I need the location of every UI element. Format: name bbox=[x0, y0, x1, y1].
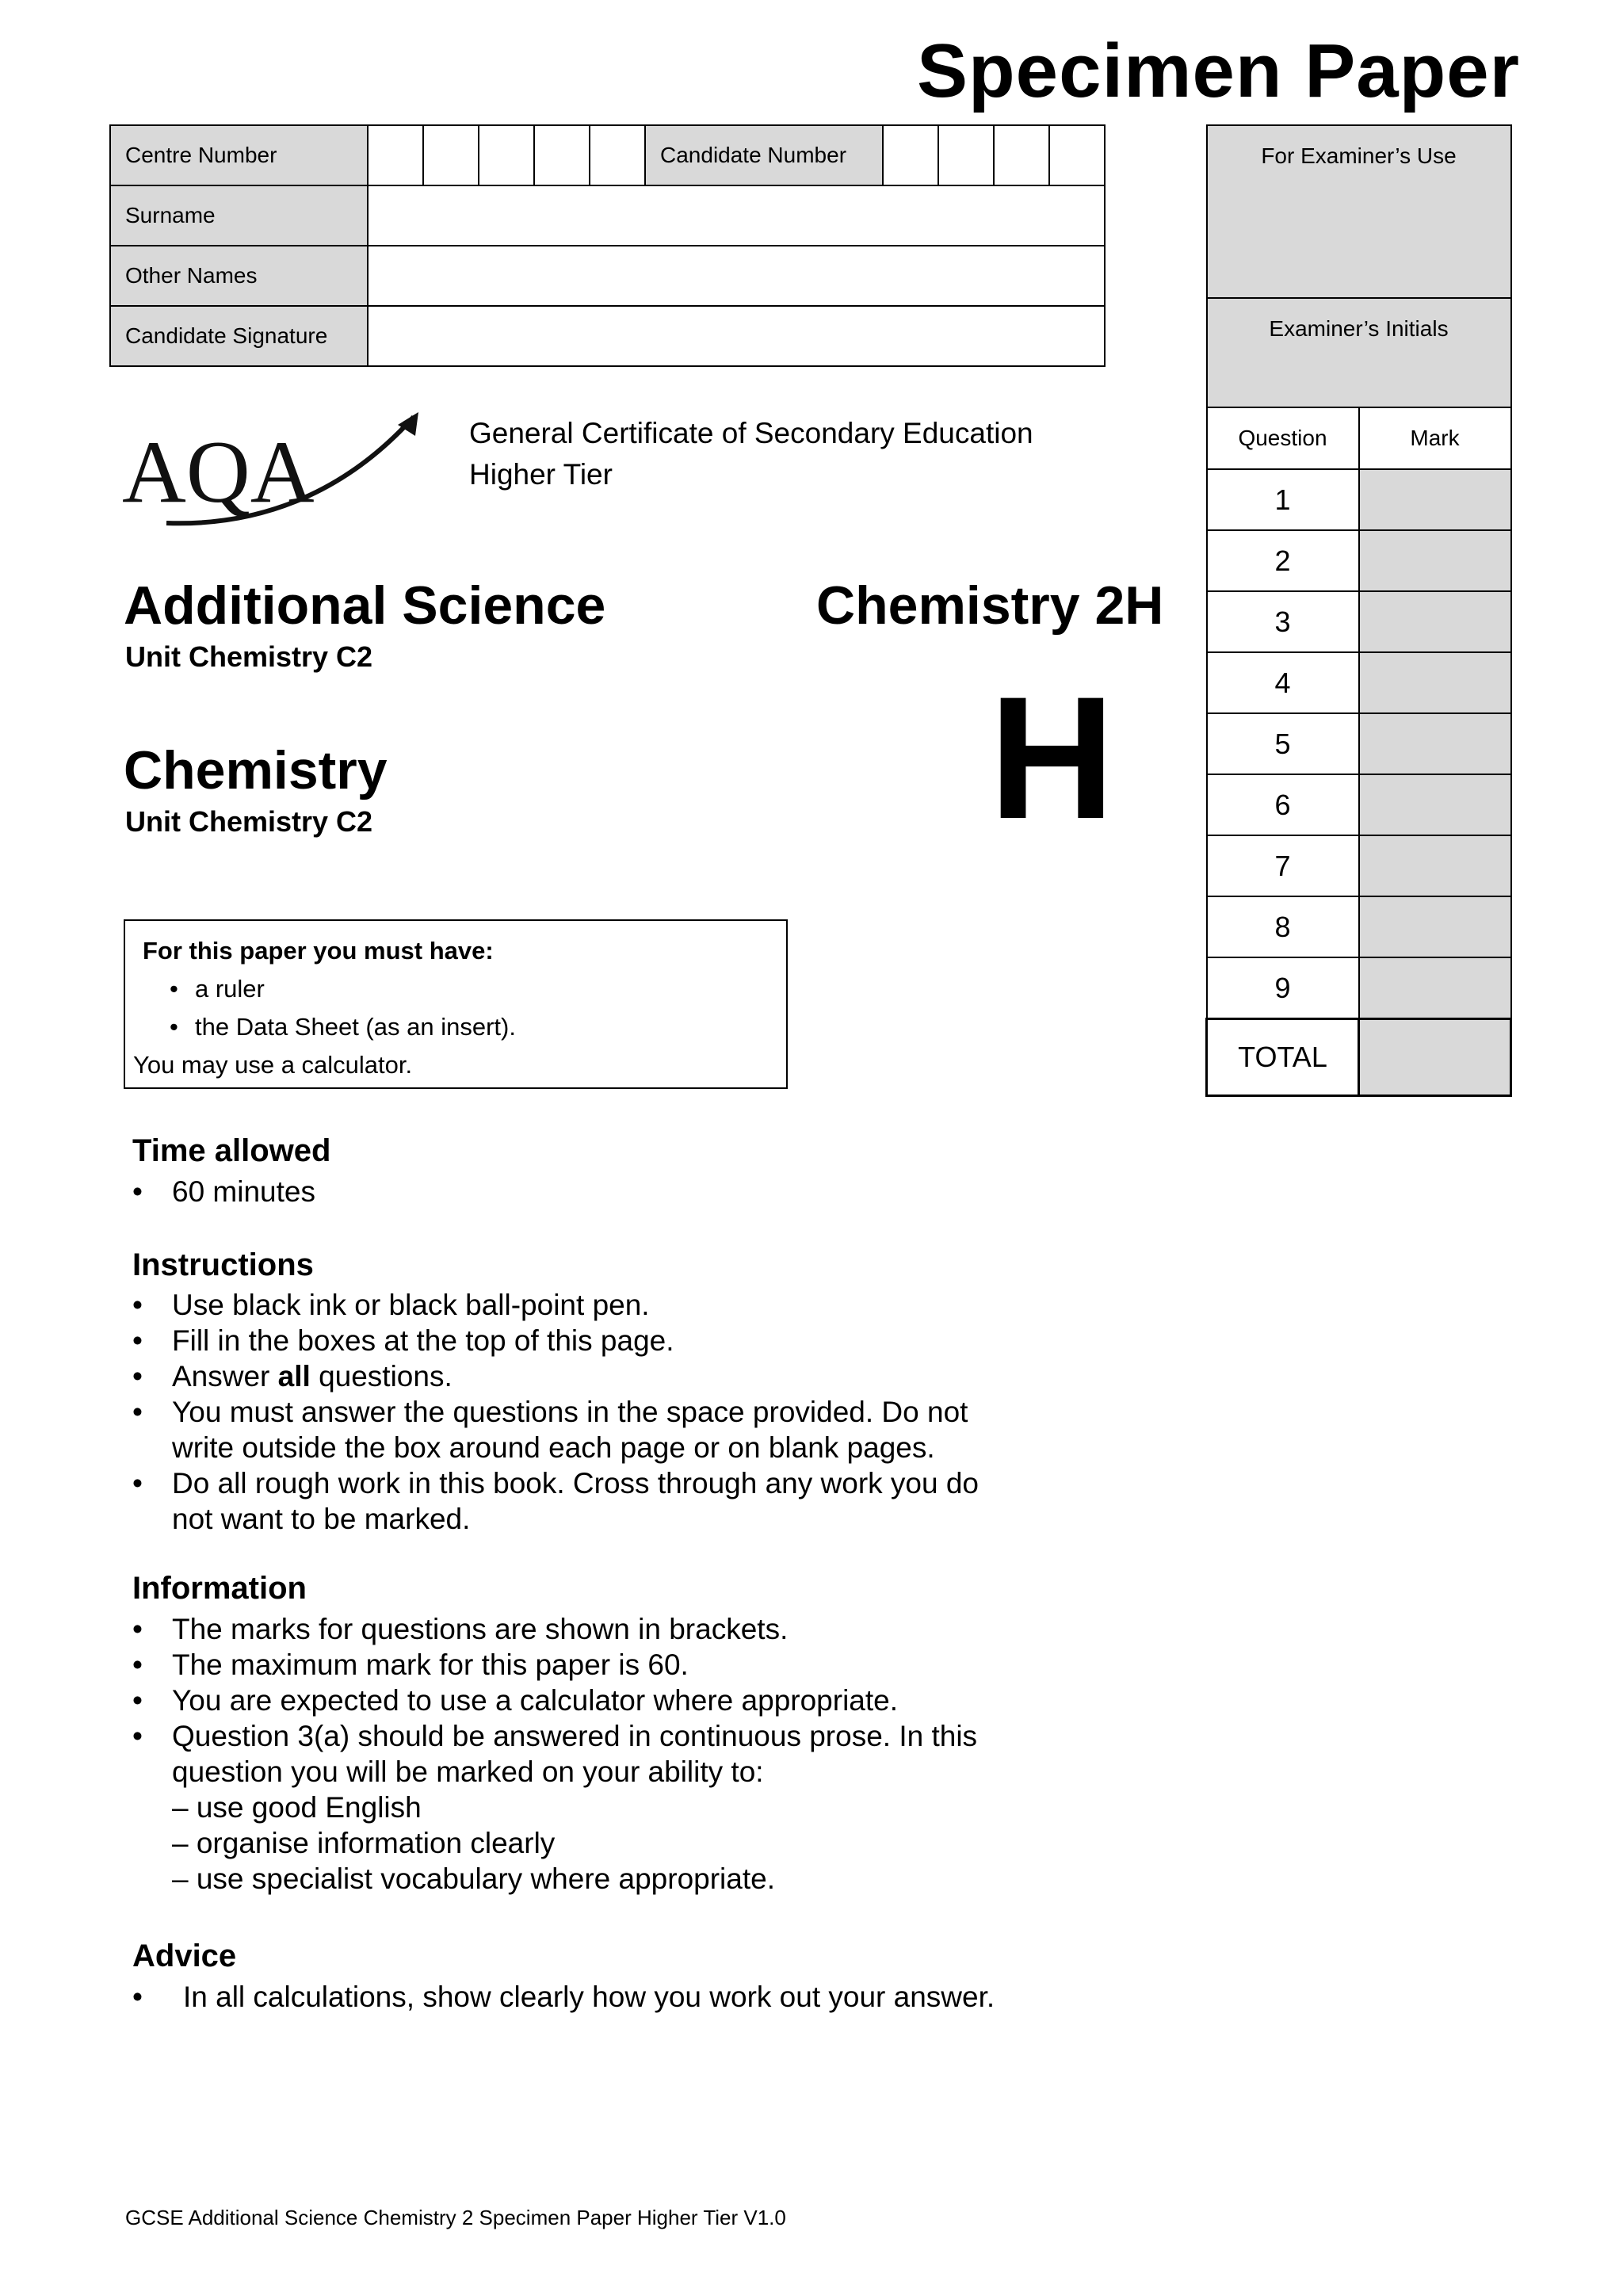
candidate-number-box[interactable] bbox=[883, 125, 938, 185]
centre-number-label: Centre Number bbox=[110, 125, 368, 185]
instruction-item-continued: write outside the box around each page or on blank pages. bbox=[172, 1431, 935, 1464]
materials-item: a ruler bbox=[195, 975, 265, 1003]
total-mark-box[interactable] bbox=[1359, 1019, 1511, 1096]
centre-number-box[interactable] bbox=[479, 125, 534, 185]
information-item: • The maximum mark for this paper is 60. bbox=[132, 1648, 689, 1681]
mark-box[interactable] bbox=[1359, 713, 1511, 774]
page-title: Specimen Paper bbox=[917, 29, 1520, 113]
instruction-item-continued: not want to be marked. bbox=[172, 1503, 471, 1535]
question-number: 2 bbox=[1207, 530, 1359, 591]
surname-label: Surname bbox=[110, 185, 368, 246]
candidate-number-box[interactable] bbox=[938, 125, 994, 185]
information-item: • Question 3(a) should be answered in continuous prose. In this bbox=[132, 1720, 978, 1752]
mark-box[interactable] bbox=[1359, 469, 1511, 530]
signature-field[interactable] bbox=[368, 306, 1105, 366]
qualification-name: General Certificate of Secondary Education bbox=[469, 417, 1033, 449]
instruction-item: • Answer all questions. bbox=[132, 1360, 453, 1392]
instructions-heading: Instructions bbox=[132, 1247, 314, 1282]
bullet: • bbox=[170, 975, 178, 1003]
mark-box[interactable] bbox=[1359, 835, 1511, 896]
information-item-continued: question you will be marked on your ability to: bbox=[172, 1755, 764, 1788]
mark-box[interactable] bbox=[1359, 591, 1511, 652]
total-label: TOTAL bbox=[1207, 1019, 1359, 1096]
signature-label: Candidate Signature bbox=[110, 306, 368, 366]
mark-column-header: Mark bbox=[1359, 407, 1511, 469]
candidate-number-box[interactable] bbox=[1049, 125, 1105, 185]
question-number: 9 bbox=[1207, 957, 1359, 1019]
paper-title: Chemistry 2H bbox=[816, 575, 1164, 636]
mark-box[interactable] bbox=[1359, 652, 1511, 713]
candidate-number-label: Candidate Number bbox=[645, 125, 883, 185]
instruction-item: • Use black ink or black ball-point pen. bbox=[132, 1289, 650, 1321]
mark-box[interactable] bbox=[1359, 957, 1511, 1019]
instruction-item: • Fill in the boxes at the top of this page. bbox=[132, 1324, 674, 1357]
centre-number-box[interactable] bbox=[368, 125, 423, 185]
advice-item: • In all calculations, show clearly how you work out your answer. bbox=[132, 1981, 995, 2013]
information-item: • You are expected to use a calculator where appropriate. bbox=[132, 1684, 899, 1717]
candidate-number-box[interactable] bbox=[994, 125, 1049, 185]
examiners-use-heading: For Examiner’s Use bbox=[1207, 125, 1511, 298]
other-names-label: Other Names bbox=[110, 246, 368, 306]
question-column-header: Question bbox=[1207, 407, 1359, 469]
information-subitem: – use good English bbox=[172, 1791, 422, 1824]
centre-number-box[interactable] bbox=[423, 125, 479, 185]
subject-title: Additional Science bbox=[124, 575, 606, 636]
information-subitem: – organise information clearly bbox=[172, 1827, 556, 1859]
centre-number-box[interactable] bbox=[590, 125, 645, 185]
advice-heading: Advice bbox=[132, 1939, 237, 1973]
question-number: 5 bbox=[1207, 713, 1359, 774]
qualification-tier: Higher Tier bbox=[469, 458, 613, 491]
question-number: 3 bbox=[1207, 591, 1359, 652]
information-item: • The marks for questions are shown in brackets. bbox=[132, 1613, 789, 1645]
instruction-item: • Do all rough work in this book. Cross through any work you do bbox=[132, 1467, 980, 1499]
mark-box[interactable] bbox=[1359, 896, 1511, 957]
information-subitem: – use specialist vocabulary where appropriate. bbox=[172, 1862, 775, 1895]
information-heading: Information bbox=[132, 1571, 307, 1606]
mark-box[interactable] bbox=[1359, 774, 1511, 835]
materials-box bbox=[124, 919, 788, 1089]
other-names-field[interactable] bbox=[368, 246, 1105, 306]
materials-item: the Data Sheet (as an insert). bbox=[195, 1013, 516, 1041]
materials-heading: For this paper you must have: bbox=[143, 937, 494, 965]
tier-letter: H bbox=[989, 660, 1115, 855]
question-number: 6 bbox=[1207, 774, 1359, 835]
footer-text: GCSE Additional Science Chemistry 2 Specimen Paper Higher Tier V1.0 bbox=[125, 2206, 786, 2229]
surname-field[interactable] bbox=[368, 185, 1105, 246]
bullet: • bbox=[170, 1013, 178, 1041]
question-number: 8 bbox=[1207, 896, 1359, 957]
examiner-table bbox=[1205, 124, 1512, 1097]
time-allowed-item: • 60 minutes bbox=[132, 1175, 315, 1208]
subject-unit-2: Unit Chemistry C2 bbox=[125, 805, 373, 838]
calculator-note: You may use a calculator. bbox=[133, 1051, 413, 1079]
question-number: 4 bbox=[1207, 652, 1359, 713]
question-number: 7 bbox=[1207, 835, 1359, 896]
mark-box[interactable] bbox=[1359, 530, 1511, 591]
candidate-details-table bbox=[109, 124, 1106, 367]
aqa-logo bbox=[119, 411, 424, 529]
subject-unit: Unit Chemistry C2 bbox=[125, 640, 373, 673]
centre-number-box[interactable] bbox=[534, 125, 590, 185]
examiners-initials-label: Examiner’s Initials bbox=[1207, 298, 1511, 407]
subject-title-2: Chemistry bbox=[124, 740, 388, 800]
instruction-item: • You must answer the questions in the space provided. Do not bbox=[132, 1396, 968, 1428]
question-number: 1 bbox=[1207, 469, 1359, 530]
aqa-logo-text: AQA bbox=[122, 423, 315, 521]
time-allowed-heading: Time allowed bbox=[132, 1133, 331, 1168]
